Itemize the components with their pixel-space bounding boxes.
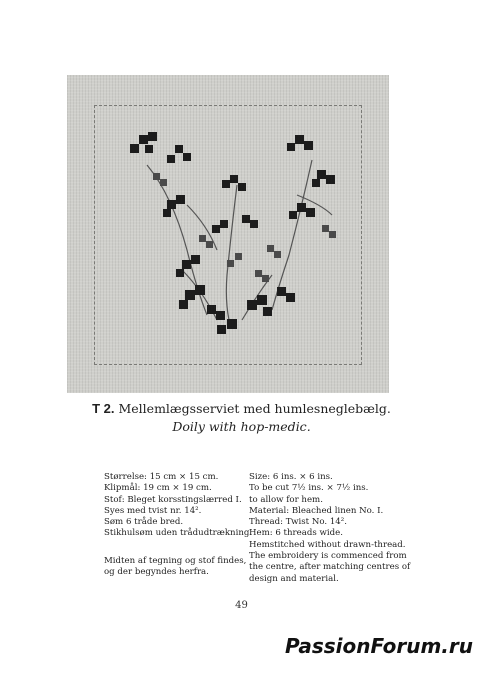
figure-title: Mellemlægsserviet med humlesneglebælg. (118, 401, 391, 416)
linen-photo (67, 75, 389, 393)
english-spec-line: Size: 6 ins. × 6 ins. (249, 472, 333, 482)
danish-spec-line: Syes med tvist nr. 14². (104, 505, 202, 516)
danish-spec-line: Klipmål: 19 cm × 19 cm. (104, 483, 212, 494)
danish-specs (104, 472, 253, 540)
page-number: 49 (235, 600, 248, 611)
english-spec-line: To be cut 7½ ins. × 7½ ins. (249, 483, 369, 494)
figure-code: T 2. (92, 401, 115, 416)
hop-medic-embroidery (67, 75, 389, 393)
english-spec-line: Thread: Twist No. 14². (249, 517, 347, 528)
site-watermark: PassionForum.ru (284, 634, 473, 658)
english-spec-line: to allow for hem. (249, 494, 323, 505)
figure-subtitle: Doily with hop-medic. (172, 419, 311, 434)
danish-spec-line: Stof: Bleget korsstingslærred I. (104, 494, 242, 505)
danish-note (104, 556, 246, 579)
english-spec-line: Hemstitched without drawn-thread. (249, 539, 406, 550)
danish-spec-line: Størrelse: 15 cm × 15 cm. (104, 472, 219, 482)
danish-spec-line: Stikhulsøm uden trådudtrækning. (104, 528, 253, 539)
english-spec-line: the centre, after matching centres of (249, 562, 411, 573)
english-spec-line: Hem: 6 threads wide. (249, 528, 343, 539)
english-spec-line: design and material. (249, 573, 339, 584)
figure-caption-title (0, 401, 483, 416)
english-spec-line: The embroidery is commenced from (249, 551, 407, 562)
danish-spec-line: Søm 6 tråde bred. (104, 517, 184, 528)
english-specs (249, 472, 411, 585)
english-spec-line: Material: Bleached linen No. I. (249, 505, 384, 516)
danish-note-line: og der begyndes herfra. (104, 567, 209, 578)
danish-note-line: Midten af tegning og stof findes, (104, 556, 247, 566)
